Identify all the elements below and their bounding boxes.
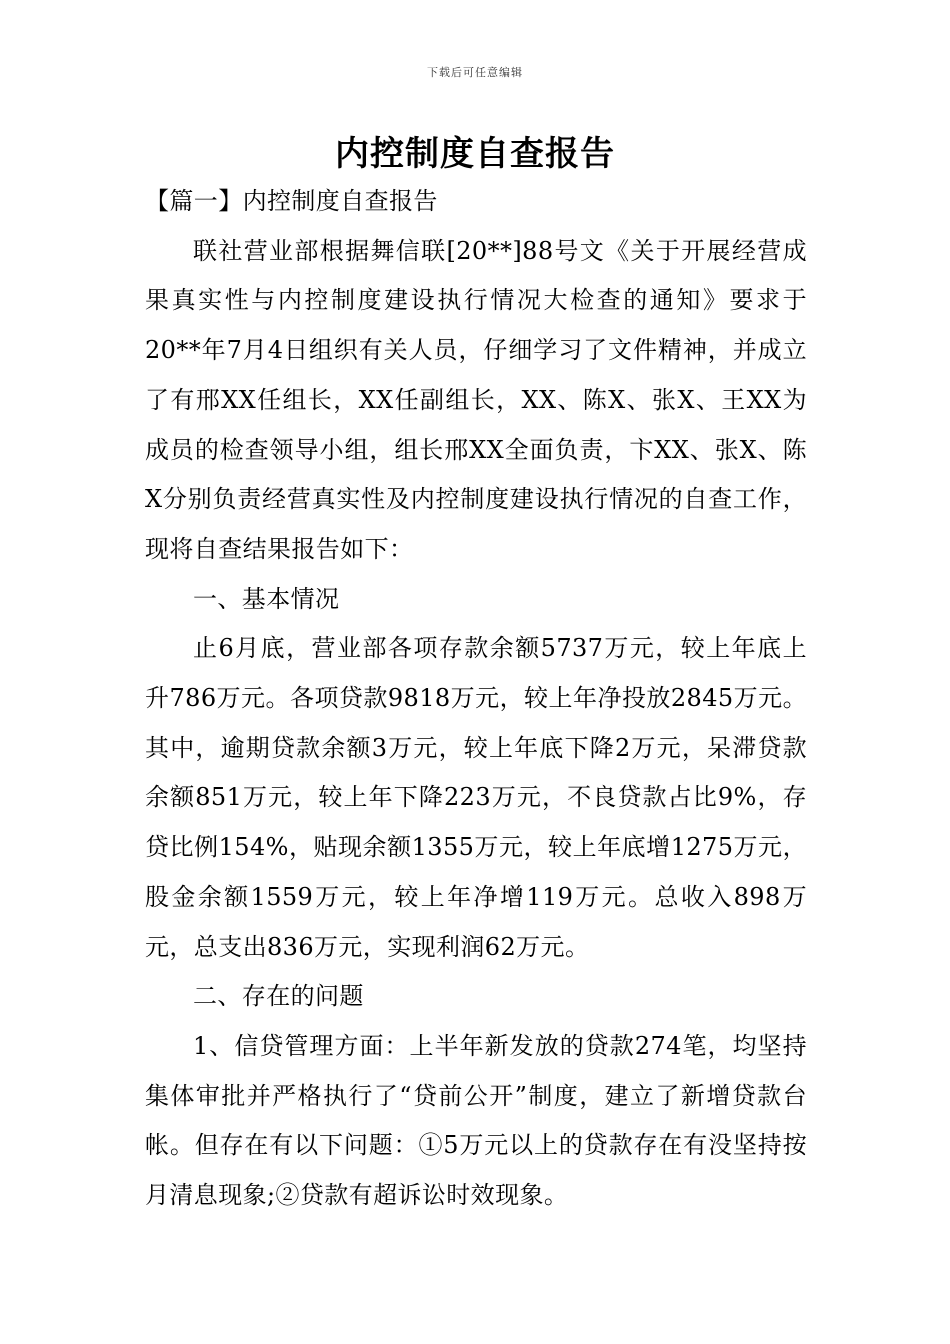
section-heading: 【篇一】内控制度自查报告 [145, 187, 438, 215]
document-title: 内控制度自查报告 [335, 134, 615, 174]
header-note: 下载后可任意编辑 [427, 66, 523, 79]
heading-existing-problems: 二、存在的问题 [193, 982, 364, 1011]
paragraph-basic-situation: 止6月底，营业部各项存款余额5737万元，较上年底上升786万元。各项贷款9818万元，较上年净投放2845万元。其中，逾期贷款余额3万元，较上年底下降2万元，呆滞贷款余额851万元，较上年下降223万元，不良贷款占比9%，存贷比例154%，贴现余额1355万元，较上年底增1275万元，股金余额1559万元，较上年净增119万元。总收入898万元，总支出836万元，实现利润62万元。 [145, 634, 807, 961]
document-body [145, 177, 807, 1221]
paragraph-intro: 联社营业部根据舞信联[20**]88号文《关于开展经营成果真实性与内控制度建设执行情况大检查的通知》要求于20**年7月4日组织有关人员，仔细学习了文件精神，并成立了有邢XX任组长，XX任副组长，XX、陈X、张X、王XX为成员的检查领导小组，组长邢XX全面负责，卞XX、张X、陈X分别负责经营真实性及内控制度建设执行情况的自查工作，现将自查结果报告如下： [145, 236, 807, 563]
paragraph-credit-management: 1、信贷管理方面：上半年新发放的贷款274笔，均坚持集体审批并严格执行了“贷前公开”制度，建立了新增贷款台帐。但存在有以下问题：①5万元以上的贷款存在有没坚持按月清息现象;②贷款有超诉讼时效现象。 [145, 1031, 807, 1210]
heading-basic-situation: 一、基本情况 [193, 584, 340, 613]
